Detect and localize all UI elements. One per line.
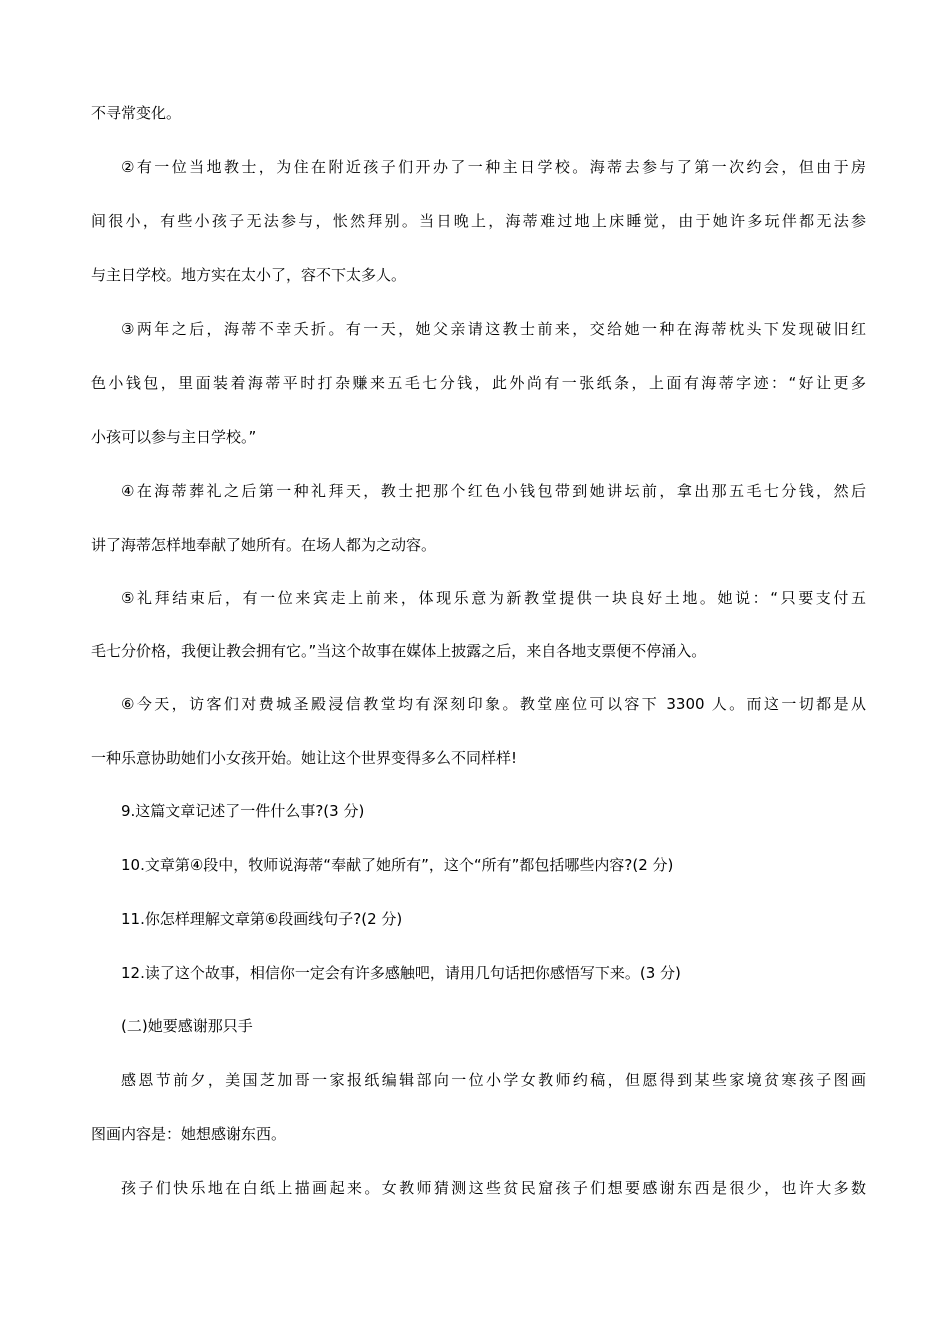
text-line: 讲了海蒂怎样地奉献了她所有。在场人都为之动容。 bbox=[91, 536, 437, 554]
question-12: 12.读了这个故事，相信你一定会有许多感触吧，请用几句话把你感悟写下来。(3 分) bbox=[121, 964, 681, 982]
text-line: ⑥今天，访客们对费城圣殿浸信教堂均有深刻印象。教堂座位可以容下 3300 人。而这一切都是从 bbox=[121, 695, 866, 713]
text-line: ③两年之后，海蒂不幸夭折。有一天，她父亲请这教士前来，交给她一种在海蒂枕头下发现破旧红 bbox=[121, 320, 866, 338]
text-line: 孩子们快乐地在白纸上描画起来。女教师猜测这些贫民窟孩子们想要感谢东西是很少，也许大多数 bbox=[121, 1179, 866, 1197]
text-line: 不寻常变化。 bbox=[91, 104, 182, 122]
question-9: 9.这篇文章记述了一件什么事?(3 分) bbox=[121, 802, 365, 820]
question-10: 10.文章第④段中，牧师说海蒂“奉献了她所有”，这个“所有”都包括哪些内容?(2 分) bbox=[121, 856, 674, 874]
text-line: 一种乐意协助她们小女孩开始。她让这个世界变得多么不同样样! bbox=[91, 749, 518, 767]
text-line: 感恩节前夕，美国芝加哥一家报纸编辑部向一位小学女教师约稿，但愿得到某些家境贫寒孩子图画 bbox=[121, 1071, 866, 1089]
text-line: 小孩可以参与主日学校。” bbox=[91, 428, 257, 446]
text-line: ④在海蒂葬礼之后第一种礼拜天，教士把那个红色小钱包带到她讲坛前，拿出那五毛七分钱，然后 bbox=[121, 482, 866, 500]
section-title: (二)她要感谢那只手 bbox=[121, 1017, 253, 1035]
text-line: 间很小，有些小孩子无法参与，怅然拜别。当日晚上，海蒂难过地上床睡觉，由于她许多玩伴都无法参 bbox=[91, 212, 866, 230]
text-line: ②有一位当地教士，为住在附近孩子们开办了一种主日学校。海蒂去参与了第一次约会，但由于房 bbox=[121, 158, 866, 176]
text-line: ⑤礼拜结束后，有一位来宾走上前来，体现乐意为新教堂提供一块良好土地。她说：“只要支付五 bbox=[121, 589, 866, 607]
question-11: 11.你怎样理解文章第⑥段画线句子?(2 分) bbox=[121, 910, 403, 928]
text-line: 色小钱包，里面装着海蒂平时打杂赚来五毛七分钱，此外尚有一张纸条，上面有海蒂字迹：“好让更多 bbox=[91, 374, 866, 392]
text-line: 与主日学校。地方实在太小了，容不下太多人。 bbox=[91, 266, 407, 284]
text-line: 图画内容是：她想感谢东西。 bbox=[91, 1125, 287, 1143]
text-line: 毛七分价格，我便让教会拥有它。”当这个故事在媒体上披露之后，来自各地支票便不停涌入。 bbox=[91, 642, 707, 660]
